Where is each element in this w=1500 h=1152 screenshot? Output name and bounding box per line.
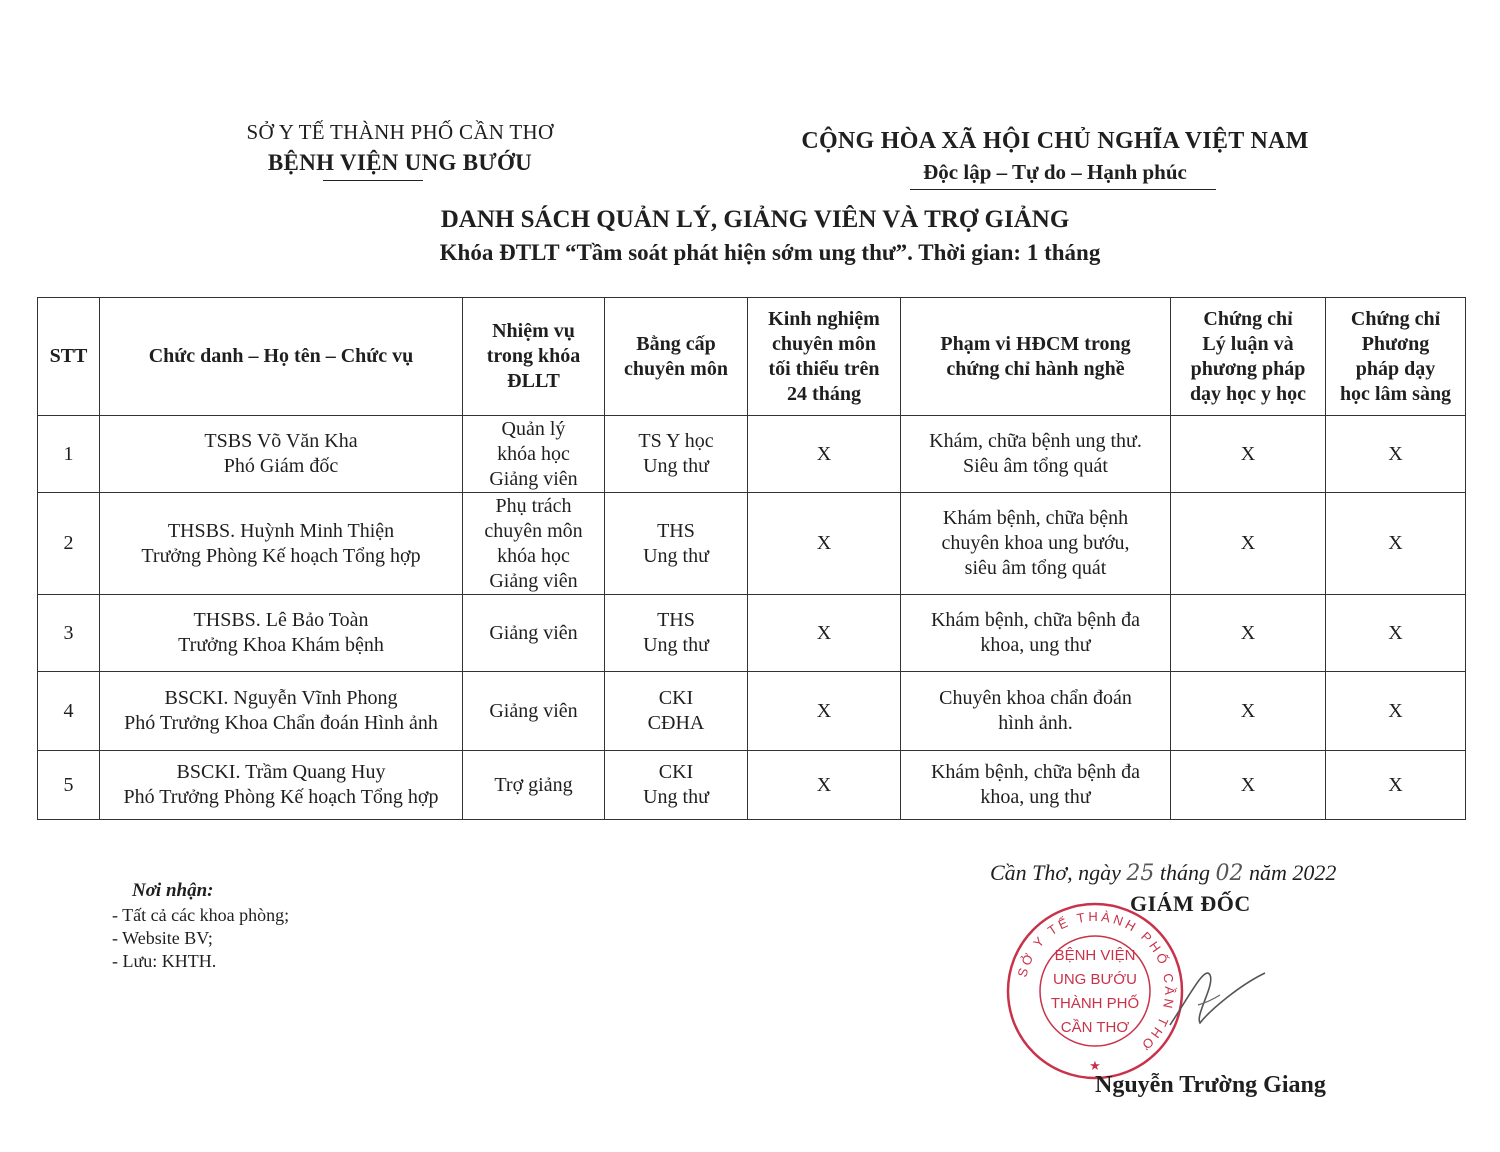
header-line: học lâm sàng [1339, 382, 1452, 405]
table-header-row [38, 298, 1466, 416]
table-row [38, 595, 1466, 672]
cell-cert-theory: X [1171, 672, 1326, 751]
cell-line: Ung thư [643, 544, 709, 567]
cell-line: Ung thư [643, 786, 709, 808]
header-line: trong khóa [486, 345, 581, 367]
hospital-name: BỆNH VIỆN UNG BƯỚU [267, 150, 533, 175]
cell-cert-theory: X [1171, 751, 1326, 820]
cell-line: Khám, chữa bệnh ung thư. [929, 430, 1142, 452]
cell-line: Trưởng Khoa Khám bệnh [178, 634, 384, 656]
cell-line: THS [657, 609, 695, 631]
cell-degree [605, 493, 748, 595]
header-line: pháp dạy [1355, 357, 1436, 380]
table-row [38, 672, 1466, 751]
cell-degree [605, 672, 748, 751]
table-row [38, 416, 1466, 493]
header-line: chuyên môn [624, 357, 728, 380]
table-row [38, 493, 1466, 595]
header-title-name [100, 298, 463, 416]
stamp-line-1: BỆNH VIỆN [1054, 947, 1136, 964]
cell-line: BSCKI. Trầm Quang Huy [176, 761, 386, 783]
header-line: 24 tháng [787, 382, 861, 405]
header-line: Chức danh – Họ tên – Chức vụ [148, 345, 414, 367]
cell-cert-theory: X [1171, 493, 1326, 595]
cell-experience: X [748, 416, 901, 493]
header-role [463, 298, 605, 416]
handwritten-signature [1150, 955, 1280, 1035]
cell-name-title [100, 416, 463, 493]
director-title: GIÁM ĐỐC [1130, 891, 1251, 916]
cell-line: chuyên môn [484, 519, 583, 542]
header-line: phương pháp [1190, 357, 1306, 380]
date-month: 02 [1215, 861, 1244, 886]
cell-line: siêu âm tổng quát [964, 557, 1107, 579]
cell-experience: X [748, 493, 901, 595]
cell-line: Trợ giảng [494, 773, 573, 796]
cell-stt: 2 [38, 493, 100, 595]
document-subtitle: Khóa ĐTLT “Tầm soát phát hiện sớm ung thư”. Thời gian: 1 tháng [439, 240, 1101, 265]
cell-name-title [100, 672, 463, 751]
cell-scope [901, 595, 1171, 672]
stamp-star-icon: ★ [1089, 1058, 1101, 1073]
header-line: chuyên môn [772, 332, 876, 355]
cell-line: Giảng viên [489, 621, 578, 644]
cell-line: Siêu âm tổng quát [963, 455, 1108, 477]
cell-scope [901, 751, 1171, 820]
cell-scope [901, 493, 1171, 595]
cell-cert-clinical: X [1326, 416, 1466, 493]
date-prefix: Cần Thơ, ngày [990, 860, 1121, 885]
signer-name: Nguyễn Trường Giang [1095, 1072, 1326, 1098]
cell-cert-theory: X [1171, 416, 1326, 493]
cell-line: THSBS. Lê Bảo Toàn [193, 609, 369, 631]
cell-cert-clinical: X [1326, 595, 1466, 672]
cell-line: Chuyên khoa chẩn đoán [939, 687, 1132, 709]
header-line: Phạm vi HĐCM trong [940, 332, 1131, 355]
cell-experience: X [748, 751, 901, 820]
header-line: chứng chỉ hành nghề [946, 357, 1125, 380]
cell-role [463, 416, 605, 493]
cell-cert-clinical: X [1326, 493, 1466, 595]
cell-name-title [100, 493, 463, 595]
cell-cert-clinical: X [1326, 672, 1466, 751]
cell-line: Ung thư [643, 455, 709, 477]
stamp-line-3: THÀNH PHỐ [1050, 995, 1140, 1012]
cell-stt: 3 [38, 595, 100, 672]
header-stt [38, 298, 100, 416]
table-row [38, 751, 1466, 820]
header-scope [901, 298, 1171, 416]
header-line: STT [49, 345, 88, 367]
cell-line: hình ảnh. [998, 712, 1073, 734]
cell-line: Ung thư [643, 634, 709, 656]
recipients-title: Nơi nhận: [132, 880, 214, 901]
cell-scope [901, 672, 1171, 751]
cell-line: TS Y học [638, 430, 714, 452]
date-month-label: tháng [1159, 860, 1211, 885]
date-year: năm 2022 [1249, 860, 1337, 885]
cell-line: Khám bệnh, chữa bệnh đa [930, 609, 1141, 631]
header-line: Nhiệm vụ [492, 320, 575, 342]
header-cert-theory [1171, 298, 1326, 416]
cell-line: CKI [658, 687, 694, 709]
cell-line: Giảng viên [489, 699, 578, 722]
cell-line: Giảng viên [489, 467, 578, 490]
cell-line: Phó Trưởng Khoa Chẩn đoán Hình ảnh [124, 712, 438, 734]
cell-line: THSBS. Huỳnh Minh Thiện [167, 519, 395, 542]
header-degree [605, 298, 748, 416]
cell-name-title [100, 751, 463, 820]
recipient-item: - Website BV; [112, 928, 213, 948]
cell-experience: X [748, 672, 901, 751]
cell-stt: 1 [38, 416, 100, 493]
cell-experience: X [748, 595, 901, 672]
cell-line: Khám bệnh, chữa bệnh đa [930, 761, 1141, 783]
cell-name-title [100, 595, 463, 672]
cell-line: TSBS Võ Văn Kha [204, 430, 358, 452]
date-line [990, 860, 1420, 886]
cell-line: Phó Trưởng Phòng Kế hoạch Tổng hợp [123, 786, 439, 808]
cell-line: khoa, ung thư [980, 634, 1091, 656]
national-motto: Độc lập – Tự do – Hạnh phúc [923, 160, 1187, 184]
cell-line: khoa, ung thư [980, 786, 1091, 808]
header-line: ĐLLT [507, 370, 560, 392]
header-line: Chứng chỉ [1350, 307, 1441, 330]
cell-cert-clinical: X [1326, 751, 1466, 820]
header-line: Chứng chỉ [1203, 307, 1293, 330]
cell-line: Giảng viên [489, 569, 578, 592]
cell-line: khóa học [497, 442, 570, 465]
recipient-item: - Tất cả các khoa phòng; [112, 905, 290, 925]
cell-role [463, 493, 605, 595]
cell-line: khóa học [497, 544, 570, 567]
header-experience [748, 298, 901, 416]
cell-scope [901, 416, 1171, 493]
header-line: Bằng cấp [636, 332, 716, 355]
cell-line: Trưởng Phòng Kế hoạch Tổng hợp [141, 544, 421, 567]
hospital-underline [323, 180, 423, 181]
stamp-line-2: UNG BƯỚU [1052, 971, 1138, 988]
cell-cert-theory: X [1171, 595, 1326, 672]
stamp-ring-text: SỞ Y TẾ THÀNH PHỐ CẦN THƠ [1014, 908, 1178, 1055]
header-line: tối thiểu trên [768, 357, 880, 380]
cell-line: chuyên khoa ung bướu, [941, 532, 1130, 554]
header-line: Kinh nghiệm [768, 307, 880, 330]
header-cert-clinical [1326, 298, 1466, 416]
national-title: CỘNG HÒA XÃ HỘI CHỦ NGHĨA VIỆT NAM [801, 128, 1309, 154]
agency-name: SỞ Y TẾ THÀNH PHỐ CẦN THƠ [246, 120, 554, 144]
motto-underline [910, 189, 1216, 190]
cell-degree [605, 751, 748, 820]
document-title: DANH SÁCH QUẢN LÝ, GIẢNG VIÊN VÀ TRỢ GIẢNG [440, 206, 1070, 233]
cell-line: CĐHA [647, 712, 705, 734]
cell-line: THS [657, 519, 695, 542]
stamp-line-4: CẦN THƠ [1060, 1019, 1130, 1036]
cell-role [463, 751, 605, 820]
date-day: 25 [1126, 861, 1155, 886]
cell-line: Quản lý [501, 417, 566, 440]
header-line: Lý luận và [1202, 332, 1294, 355]
header-line: dạy học y học [1189, 382, 1307, 405]
cell-line: Khám bệnh, chữa bệnh [942, 507, 1129, 529]
cell-stt: 4 [38, 672, 100, 751]
cell-role [463, 672, 605, 751]
cell-line: BSCKI. Nguyễn Vĩnh Phong [164, 687, 398, 709]
cell-line: Phụ trách [495, 494, 572, 517]
cell-role [463, 595, 605, 672]
cell-degree [605, 595, 748, 672]
cell-line: Phó Giám đốc [223, 455, 339, 477]
cell-stt: 5 [38, 751, 100, 820]
cell-degree [605, 416, 748, 493]
cell-line: CKI [658, 761, 694, 783]
recipient-item: - Lưu: KHTH. [112, 951, 217, 971]
staff-table [37, 297, 1466, 820]
header-line: Phương [1361, 332, 1430, 355]
